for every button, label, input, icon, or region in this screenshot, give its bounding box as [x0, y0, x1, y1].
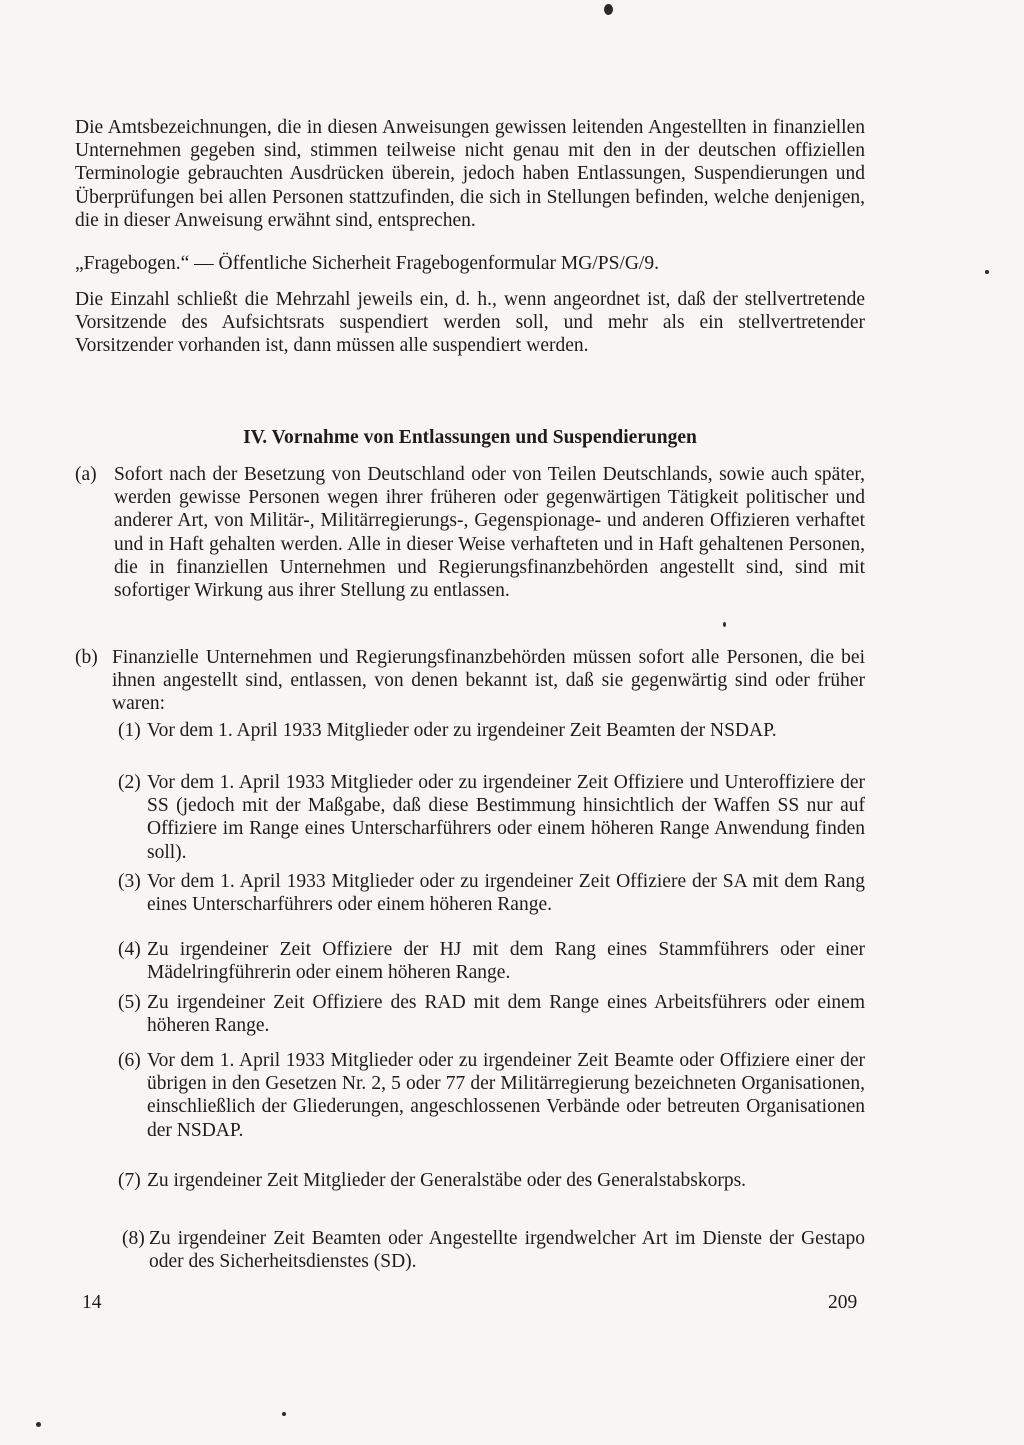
list-item-5-label: (5) — [118, 992, 141, 1013]
scan-speck — [36, 1422, 41, 1427]
paragraph-fragebogen: „Fragebogen.“ — Öffentliche Sicherheit Fragebogenformular MG/PS/G/9. — [75, 253, 659, 274]
list-item-7 — [118, 1169, 865, 1192]
list-item-6 — [118, 1049, 865, 1142]
clause-b-text: Finanzielle Unternehmen und Regierungsfinanzbehörden müssen sofort alle Personen, die bei ihnen angestellt sind, entlassen, von denen bekannt ist, daß sie gegenwärtig sind oder früher waren: — [112, 647, 865, 715]
paragraph-einzahl: Die Einzahl schließt die Mehrzahl jeweils ein, d. h., wenn angeordnet ist, daß der stellvertretende Vorsitzende des Aufsichtsrats suspendiert werden soll, und mehr als ein stellvertretender Vorsitzender vorhanden ist, dann müssen alle suspendiert werden. — [75, 289, 865, 357]
scan-speck — [985, 270, 989, 274]
clause-b — [75, 646, 865, 716]
list-item-5-text: Zu irgendeiner Zeit Offiziere des RAD mit dem Range eines Arbeitsführers oder einem höheren Range. — [147, 992, 865, 1037]
clause-b-label: (b) — [75, 647, 98, 668]
clause-a-text: Sofort nach der Besetzung von Deutschland oder von Teilen Deutschlands, sowie auch später, werden gewisse Personen wegen ihrer früheren oder gegenwärtigen Tätigkeit politischer und anderer Art, von Militär-, Militärregierungs-, Gegenspionage- und anderen Offizieren verhaftet und in Haft gehalten werden. Alle in dieser Weise verhafteten und in Haft gehaltenen Personen, die in finanziellen Unternehmen und Regierungsfinanzbehörden angestellt sind, sind mit sofortiger Wirkung aus ihrer Stellung zu entlassen. — [114, 464, 865, 602]
scan-speck — [282, 1412, 286, 1416]
list-item-6-label: (6) — [118, 1050, 141, 1071]
list-item-6-text: Vor dem 1. April 1933 Mitglieder oder zu irgendeiner Zeit Beamte oder Offiziere einer der übrigen in den Gesetzen Nr. 2, 5 oder 77 der Militärregierung bezeichneten Organisationen, einschließlich der Gliederungen, angeschlossenen Verbände oder betreuten Organisationen der NSDAP. — [147, 1050, 865, 1141]
scan-speck — [604, 4, 613, 15]
list-item-8 — [122, 1227, 865, 1273]
list-item-2 — [118, 771, 865, 864]
list-item-4-text: Zu irgendeiner Zeit Offiziere der HJ mit dem Rang eines Stammführers oder einer Mädelringführerin oder einem höheren Range. — [147, 939, 865, 984]
list-item-1-label: (1) — [118, 720, 141, 741]
list-item-4 — [118, 938, 865, 984]
list-item-3-text: Vor dem 1. April 1933 Mitglieder oder zu irgendeiner Zeit Offiziere der SA mit dem Rang eines Unterscharführers oder einem höheren Range. — [147, 871, 865, 916]
list-item-2-label: (2) — [118, 772, 141, 793]
list-item-7-text: Zu irgendeiner Zeit Mitglieder der Generalstäbe oder des Generalstabskorps. — [147, 1170, 747, 1191]
section-heading: IV. Vornahme von Entlassungen und Suspendierungen — [243, 427, 697, 448]
list-item-7-label: (7) — [118, 1170, 141, 1191]
clause-a — [75, 463, 865, 602]
scan-speck — [723, 622, 726, 627]
page-number-left: 14 — [82, 1292, 102, 1313]
list-item-1 — [118, 719, 865, 742]
list-item-5 — [118, 991, 865, 1037]
list-item-3-label: (3) — [118, 871, 141, 892]
list-item-1-text: Vor dem 1. April 1933 Mitglieder oder zu irgendeiner Zeit Beamten der NSDAP. — [147, 720, 777, 741]
list-item-8-text: Zu irgendeiner Zeit Beamten oder Angestellte irgendwelcher Art im Dienste der Gestapo oder des Sicherheitsdienstes (SD). — [149, 1228, 865, 1273]
list-item-2-text: Vor dem 1. April 1933 Mitglieder oder zu irgendeiner Zeit Offiziere und Unteroffiziere der SS (jedoch mit der Maßgabe, daß diese Bestimmung hinsichtlich der Waffen SS nur auf Offiziere im Range eines Unterscharführers oder einem höheren Range Anwendung finden soll). — [147, 772, 865, 863]
page-number-right: 209 — [828, 1292, 858, 1313]
clause-a-label: (a) — [75, 464, 97, 485]
paragraph-amtsbezeichnungen: Die Amtsbezeichnungen, die in diesen Anweisungen gewissen leitenden Angestellten in finanziellen Unternehmen gegeben sind, stimmen teilweise nicht genau mit den in der deutschen offiziellen Terminologie gebrauchten Ausdrücken überein, jedoch haben Entlassungen, Suspendierungen und Überprüfungen bei allen Personen stattzufinden, die sich in Stellungen befinden, welche denjenigen, die in dieser Anweisung erwähnt sind, entsprechen. — [75, 117, 865, 231]
list-item-8-label: (8) — [122, 1228, 145, 1249]
list-item-4-label: (4) — [118, 939, 141, 960]
list-item-3 — [118, 870, 865, 916]
